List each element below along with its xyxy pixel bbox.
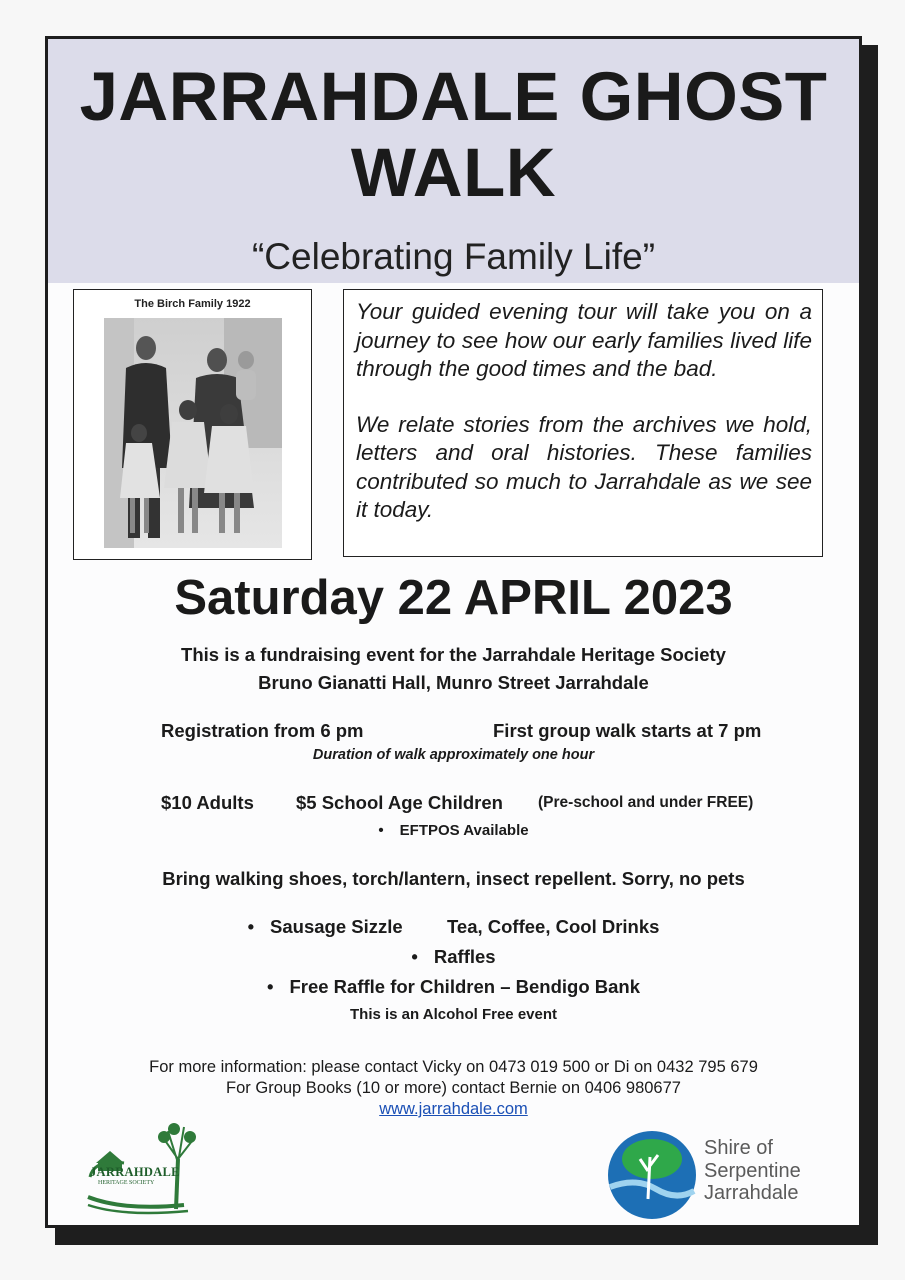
- page-title: [48, 59, 859, 211]
- title-line-1: JARRAHDALE GHOST: [79, 58, 828, 135]
- adult-price: $10 Adults: [161, 792, 254, 813]
- fundraising-line: This is a fundraising event for the Jarrahdale Heritage Society: [181, 644, 726, 665]
- raffles: • Raffles: [411, 946, 495, 967]
- shire-line-2: Serpentine: [704, 1159, 801, 1182]
- bring-line: Bring walking shoes, torch/lantern, insect repellent. Sorry, no pets: [162, 868, 745, 889]
- title-line-2: WALK: [350, 134, 557, 211]
- food-line: [48, 915, 859, 939]
- shire-line-3: Jarrahdale: [704, 1182, 799, 1204]
- registration-time: Registration from 6 pm: [161, 720, 364, 741]
- free-raffle-line: [48, 975, 859, 999]
- child-price: $5 School Age Children: [296, 792, 503, 813]
- free-raffle: • Free Raffle for Children – Bendigo Bank: [267, 976, 640, 997]
- drinks: Tea, Coffee, Cool Drinks: [446, 916, 660, 937]
- intro-paragraph-2: We relate stories from the archives we hold, letters and oral histories. These families contributed so much to Jarrahdale as we see it today.: [356, 411, 812, 522]
- family-photo: [104, 318, 282, 548]
- photo-caption: The Birch Family 1922: [134, 298, 251, 310]
- sausage-sizzle: • Sausage Sizzle: [248, 916, 403, 937]
- first-walk-time: First group walk starts at 7 pm: [493, 720, 762, 741]
- shire-emblem-icon: [606, 1129, 698, 1221]
- shire-line-1: Shire of: [704, 1137, 773, 1159]
- alcohol-free-line: This is an Alcohol Free event: [350, 1006, 557, 1023]
- website-line: [48, 1099, 859, 1119]
- heritage-name: JARRAHDALE: [90, 1165, 180, 1179]
- heritage-society-logo: [84, 1119, 196, 1215]
- intro-paragraph-1: Your guided evening tour will take you on a journey to see how our early families lived life through the good times and the bad.: [356, 299, 812, 381]
- subtitle: “Celebrating Family Life”: [251, 236, 656, 277]
- more-info-line: For more information: please contact Vicky on 0473 019 500 or Di on 0432 795 679: [149, 1058, 758, 1076]
- duration-line: Duration of walk approximately one hour: [312, 747, 595, 763]
- group-books-line: For Group Books (10 or more) contact Bernie on 0406 980677: [226, 1079, 681, 1097]
- shire-logo: [606, 1129, 841, 1221]
- eftpos-bullet: • EFTPOS Available: [378, 822, 528, 839]
- website-link[interactable]: www.jarrahdale.com: [379, 1100, 528, 1118]
- heritage-sub: HERITAGE SOCIETY: [98, 1180, 155, 1186]
- raffles-line: [48, 945, 859, 969]
- venue-line: Bruno Gianatti Hall, Munro Street Jarrahdale: [258, 672, 649, 693]
- preschool-price: (Pre-school and under FREE): [538, 794, 754, 811]
- eftpos-line: [48, 821, 859, 841]
- poster: [45, 36, 862, 1228]
- event-date: Saturday 22 APRIL 2023: [174, 571, 733, 625]
- intro-text-box: [343, 289, 823, 557]
- shire-text: [704, 1137, 801, 1205]
- family-photo-box: [73, 289, 312, 560]
